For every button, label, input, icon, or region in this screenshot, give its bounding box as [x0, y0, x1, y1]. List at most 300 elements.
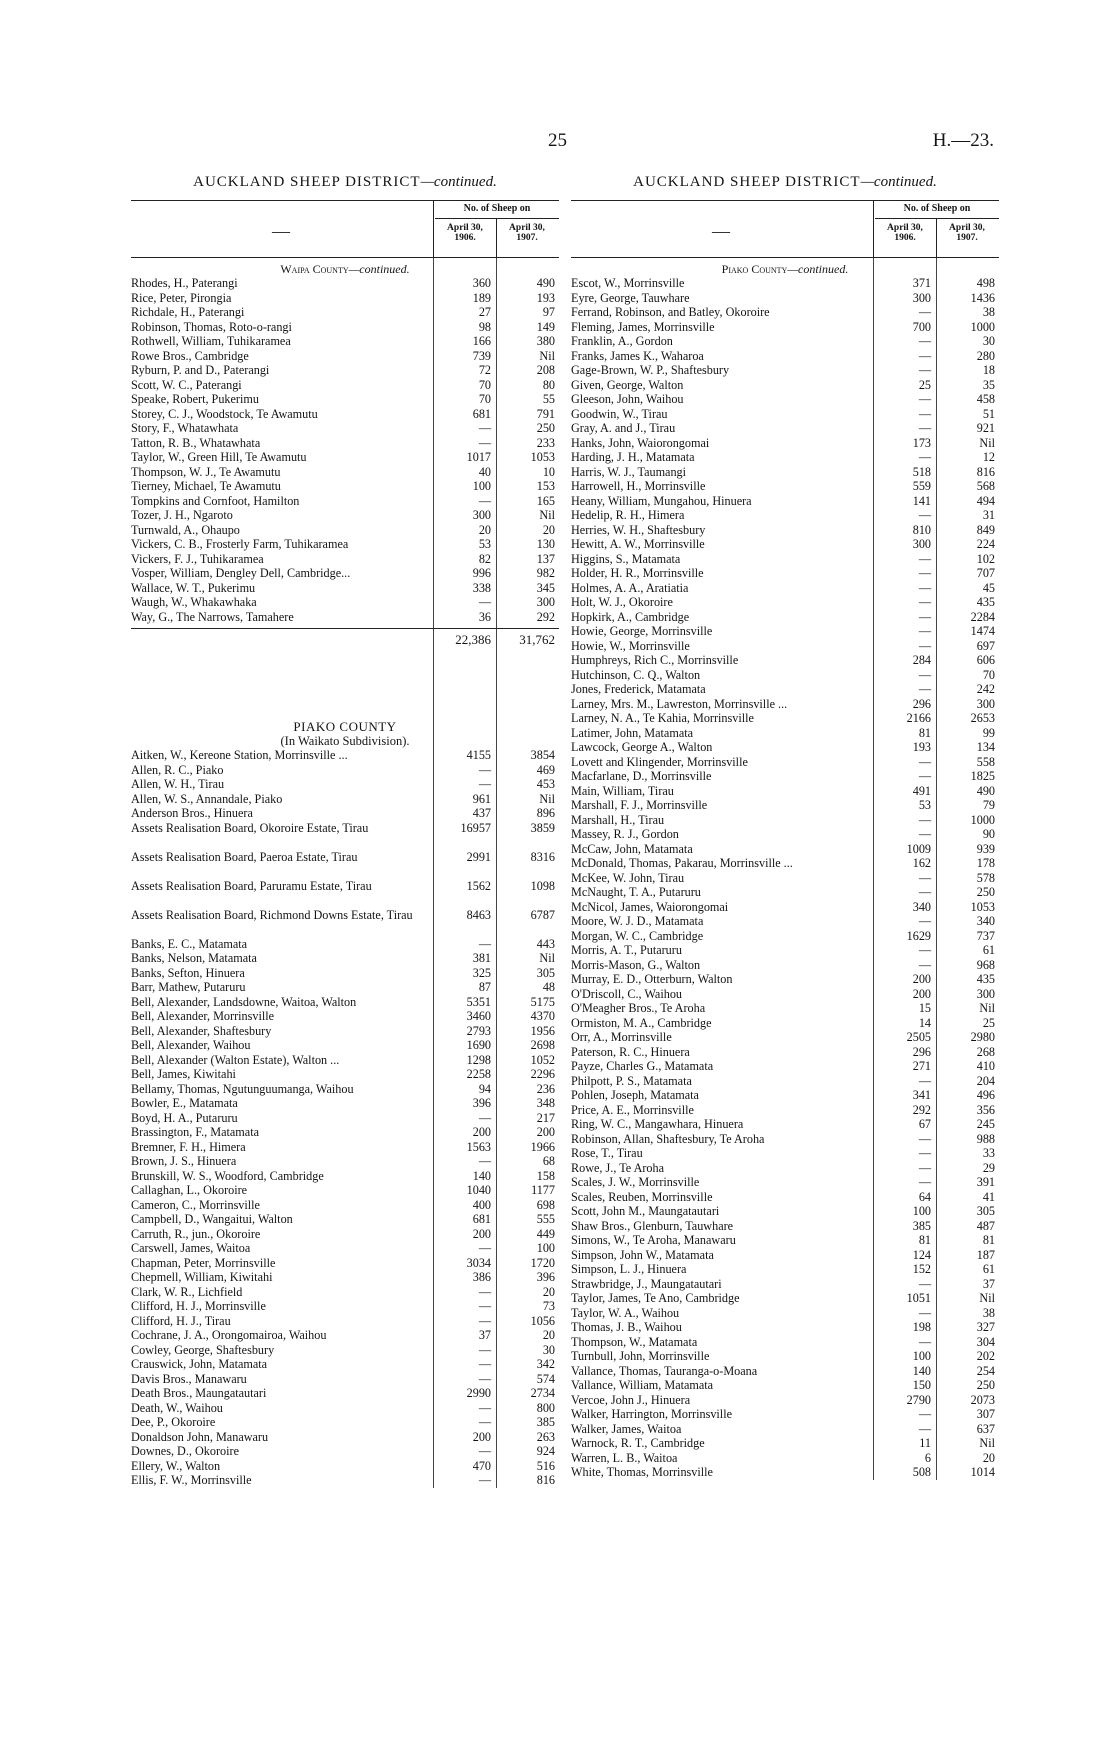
holder-name: Storey, C. J., Woodstock, Te Awamutu [131, 406, 318, 421]
holder-name: Howie, George, Morrinsville [571, 624, 713, 638]
sheep-1906: — [918, 754, 931, 769]
sheep-1906: 271 [912, 1059, 931, 1073]
sheep-1906: 381 [472, 951, 491, 965]
sheep-1906: — [918, 580, 931, 595]
sheep-1906: — [918, 363, 931, 377]
holder-name: Rhodes, H., Paterangi [131, 276, 238, 290]
header-divider [433, 201, 434, 257]
table-row [131, 1256, 559, 1271]
holder-name: Bell, James, Kiwitahi [131, 1067, 236, 1081]
holder-name: Donaldson John, Manawaru [131, 1429, 269, 1444]
sheep-1906: — [918, 682, 931, 696]
col-1906-header [875, 223, 935, 243]
holder-name: Escot, W., Morrinsville [571, 276, 685, 290]
table-row [571, 769, 999, 784]
sheep-1907: 178 [976, 856, 995, 870]
table-row [571, 682, 999, 697]
sheep-1907: 435 [976, 595, 995, 609]
sheep-1907: 70 [982, 667, 995, 682]
sheep-1906: 2258 [466, 1067, 491, 1081]
holder-name: Allen, W. H., Tirau [131, 777, 225, 791]
table-row [571, 320, 999, 335]
sheep-1906: — [918, 566, 931, 580]
sheep-1906: 82 [478, 551, 491, 566]
sheep-1907: 737 [976, 928, 995, 943]
sheep-1907: 2284 [970, 609, 995, 624]
sheep-1907: 816 [536, 1473, 555, 1487]
holder-name: Herries, W. H., Shaftesbury [571, 522, 706, 537]
sheep-1906: 70 [478, 377, 491, 392]
table-row [131, 1372, 559, 1387]
sheep-1907: 1474 [970, 624, 995, 638]
sheep-1907: 20 [542, 1328, 555, 1342]
holder-name: Massey, R. J., Gordon [571, 827, 679, 841]
sheep-1907: 578 [976, 870, 995, 885]
sheep-1906: — [918, 812, 931, 827]
table-row [131, 1328, 559, 1343]
holder-name: Tompkins and Cornfoot, Hamilton [131, 493, 300, 508]
holder-name: Taylor, James, Te Ano, Cambridge [571, 1291, 740, 1305]
holder-name: Assets Realisation Board, Paeroa Estate, Tirau [131, 849, 358, 864]
holder-name: Bremner, F. H., Himera [131, 1139, 246, 1154]
sheep-1906: 1629 [906, 928, 931, 943]
col-1906-year: 1906. [894, 233, 916, 243]
sheep-1906: 437 [472, 806, 491, 820]
sheep-1906: 81 [918, 1233, 931, 1247]
holder-name: Anderson Bros., Hinuera [131, 806, 253, 820]
sheep-1906: — [918, 1334, 931, 1349]
table-row [571, 1103, 999, 1118]
holder-name: Vercoe, John J., Hinuera [571, 1392, 691, 1407]
sheep-1907: 10 [542, 464, 555, 479]
holder-name: Scales, Reuben, Morrinsville [571, 1189, 713, 1204]
holder-name: Philpott, P. S., Matamata [571, 1073, 692, 1088]
header-rule [875, 218, 999, 219]
sheep-1906: 386 [472, 1270, 491, 1284]
sheep-1906: — [918, 667, 931, 682]
holder-name: Callaghan, L., Okoroire [131, 1183, 248, 1197]
sheep-1907: 29 [982, 1160, 995, 1175]
continued-label: —continued. [860, 174, 937, 190]
table-row [571, 494, 999, 509]
sheep-1907: 385 [536, 1415, 555, 1429]
holder-name: Goodwin, W., Tirau [571, 406, 668, 421]
sheep-1906: 360 [472, 276, 491, 290]
table-row [131, 566, 559, 581]
sheep-1906: — [918, 638, 931, 653]
holder-name: Barr, Mathew, Putaruru [131, 980, 246, 994]
total-1907: 31,762 [519, 632, 555, 647]
table-row [571, 392, 999, 407]
sheep-1906: 15 [918, 1001, 931, 1015]
sheep-1907: 443 [536, 936, 555, 951]
table-row [131, 1343, 559, 1358]
holder-name: Higgins, S., Matamata [571, 551, 681, 566]
sheep-1906: 1562 [466, 878, 491, 893]
holder-name: Allen, R. C., Piako [131, 762, 224, 777]
sheep-1907: 300 [536, 595, 555, 609]
sheep-1907: 982 [536, 566, 555, 580]
sheep-1907: 1720 [530, 1255, 555, 1270]
sheep-1907: 268 [976, 1044, 995, 1059]
sheep-1906: 100 [472, 479, 491, 493]
holder-name: Scott, W. C., Paterangi [131, 377, 242, 392]
table-row [571, 450, 999, 465]
holder-name: Boyd, H. A., Putaruru [131, 1110, 238, 1125]
table-row [571, 1175, 999, 1190]
sheep-1907: 20 [542, 522, 555, 537]
sheep-1907: 33 [982, 1146, 995, 1160]
sheep-1906: 200 [912, 972, 931, 986]
table-row [571, 958, 999, 973]
table-row [571, 856, 999, 871]
sheep-1906: 2790 [906, 1392, 931, 1407]
holder-name: Hopkirk, A., Cambridge [571, 609, 690, 624]
sheep-1907: 304 [976, 1334, 995, 1349]
table-row [571, 1161, 999, 1176]
sheep-1907: 99 [982, 725, 995, 740]
sheep-1907: 4370 [530, 1009, 555, 1023]
sheep-1906: 508 [912, 1465, 931, 1479]
sheep-1907: 490 [536, 276, 555, 290]
table-row [571, 1146, 999, 1161]
sheep-1907: 555 [536, 1212, 555, 1226]
sheep-1906: — [918, 551, 931, 566]
sheep-1907: 20 [982, 1450, 995, 1465]
page-header [0, 130, 1114, 160]
table-row [571, 436, 999, 451]
holder-name: Price, A. E., Morrinsville [571, 1102, 694, 1117]
sheep-1907: 1056 [530, 1313, 555, 1328]
table-row [571, 827, 999, 842]
sheep-1906: 681 [472, 406, 491, 421]
sheep-1906: — [478, 762, 491, 777]
holder-name: Vickers, C. B., Frosterly Farm, Tuhikaramea [131, 537, 349, 551]
sheep-1907: 2073 [970, 1392, 995, 1407]
sheep-1907: 2296 [530, 1067, 555, 1081]
sheep-1907: 606 [976, 653, 995, 667]
holder-name: Ryburn, P. and D., Paterangi [131, 363, 270, 377]
sheep-1906: 200 [472, 1226, 491, 1241]
sheep-1907: 81 [982, 1233, 995, 1247]
sheep-1906: 8463 [466, 907, 491, 922]
table-row [571, 1364, 999, 1379]
sheep-1907: 233 [536, 435, 555, 450]
table-row [571, 1132, 999, 1147]
table-row [131, 966, 559, 981]
header-divider [873, 201, 874, 257]
sheep-1907: 38 [982, 1305, 995, 1320]
sheep-1907: 849 [976, 522, 995, 537]
table-row [131, 1401, 559, 1416]
table-row [131, 450, 559, 465]
table-row [571, 943, 999, 958]
table-row [571, 1422, 999, 1437]
table-row [131, 1183, 559, 1198]
sheep-1907: 137 [536, 551, 555, 566]
holder-name: Cochrane, J. A., Orongomairoa, Waihou [131, 1328, 327, 1342]
sheep-1906: — [918, 609, 931, 624]
sheep-1906: 961 [472, 791, 491, 806]
sheep-1906: 200 [472, 1429, 491, 1444]
holder-name: Harris, W. J., Taumangi [571, 464, 687, 479]
table-body [131, 258, 559, 1488]
holder-name: Death Bros., Maungatautari [131, 1386, 267, 1400]
page-number: 25 [548, 130, 567, 151]
table-row [571, 1393, 999, 1408]
holder-name: Chapman, Peter, Morrinsville [131, 1255, 276, 1270]
sheep-1906: 300 [912, 290, 931, 305]
sheep-1906: 27 [478, 305, 491, 319]
table-row [131, 1299, 559, 1314]
section-heading: PIAKO COUNTY [293, 719, 397, 734]
section-subheading: (In Waikato Subdivision). [280, 734, 410, 748]
table-row [571, 1349, 999, 1364]
table-row [571, 871, 999, 886]
holder-name: Richdale, H., Paterangi [131, 305, 245, 319]
table-row [571, 1088, 999, 1103]
holder-name: Downes, D., Okoroire [131, 1444, 239, 1458]
table-row [131, 494, 559, 509]
sheep-1906: — [478, 1154, 491, 1168]
sheep-1906: 325 [472, 965, 491, 980]
sheep-1907: 245 [976, 1117, 995, 1131]
holder-name: Hewitt, A. W., Morrinsville [571, 537, 705, 551]
table-row [571, 668, 999, 683]
sheep-1906: 70 [478, 392, 491, 406]
sheep-1906: 193 [912, 740, 931, 754]
table-row [131, 552, 559, 567]
sheep-1907: 1052 [530, 1052, 555, 1067]
holder-name: Rose, T., Tirau [571, 1146, 643, 1160]
sheep-1906: 296 [912, 1044, 931, 1059]
holder-name: White, Thomas, Morrinsville [571, 1465, 713, 1479]
holder-name: Heany, William, Mungahou, Hinuera [571, 493, 752, 508]
holder-name: Orr, A., Morrinsville [571, 1030, 672, 1044]
table-row [131, 995, 559, 1010]
table-row [131, 1154, 559, 1169]
sheep-1907: 35 [982, 377, 995, 392]
holder-name: Strawbridge, J., Maungatautari [571, 1276, 722, 1291]
sheep-1907: 224 [976, 537, 995, 551]
table-row [571, 508, 999, 523]
sheep-1907: 496 [976, 1088, 995, 1102]
holder-name: McDonald, Thomas, Pakarau, Morrinsville ... [571, 856, 793, 870]
holder-name: Ring, W. C., Mangawhara, Hinuera [571, 1117, 744, 1131]
table-row [131, 508, 559, 523]
table-row [571, 1436, 999, 1451]
sheep-1906: — [478, 1284, 491, 1299]
sheep-1906: — [918, 769, 931, 783]
table-row [131, 806, 559, 821]
table-row [571, 479, 999, 494]
holder-name: Jones, Frederick, Matamata [571, 682, 706, 696]
table-row [571, 1335, 999, 1350]
table-row [571, 1117, 999, 1132]
sheep-1907: 396 [536, 1270, 555, 1284]
header-rule [435, 218, 559, 219]
sheep-1906: 152 [912, 1262, 931, 1276]
sheep-1906: — [478, 1400, 491, 1415]
table-row [131, 821, 559, 850]
sheep-1906: 4155 [466, 748, 491, 762]
name-column-dash: — [272, 221, 290, 241]
holder-name: Clifford, H. J., Morrinsville [131, 1299, 266, 1313]
table-row [571, 1262, 999, 1277]
holder-name: Morris-Mason, G., Walton [571, 957, 701, 972]
holder-name: Davis Bros., Manawaru [131, 1371, 247, 1386]
table-row [131, 1357, 559, 1372]
sheep-1907: 30 [982, 334, 995, 348]
sheep-1906: — [478, 435, 491, 450]
sheep-1907: 3854 [530, 748, 555, 762]
sheep-1906: — [478, 1357, 491, 1371]
table-row [571, 305, 999, 320]
holder-name: Murray, E. D., Otterburn, Walton [571, 972, 733, 986]
sheep-1907: 130 [536, 537, 555, 551]
sheep-1907: 2734 [530, 1386, 555, 1400]
table-row [131, 908, 559, 937]
sheep-1907: 193 [536, 290, 555, 305]
sheep-1907: 2980 [970, 1030, 995, 1044]
col-1906-date: April 30, [887, 223, 923, 233]
table-row [571, 885, 999, 900]
holder-name: Latimer, John, Matamata [571, 725, 694, 740]
table-row [131, 1009, 559, 1024]
table-row [571, 1320, 999, 1335]
sheep-1907: 300 [976, 696, 995, 711]
table-row [571, 929, 999, 944]
sheep-1907: 568 [976, 479, 995, 493]
sheep-1906: — [478, 493, 491, 508]
sheep-1907: 305 [976, 1204, 995, 1218]
sheep-1906: 1563 [466, 1139, 491, 1154]
holder-name: Chepmell, William, Kiwitahi [131, 1270, 273, 1284]
sheep-1906: 98 [478, 319, 491, 334]
sheep-1907: Nil [979, 1436, 995, 1450]
sheep-1907: 30 [542, 1342, 555, 1357]
table-row [131, 363, 559, 378]
sheep-1907: 574 [536, 1371, 555, 1386]
sheep-1907: Nil [539, 508, 555, 522]
sheep-1907: 1825 [970, 769, 995, 783]
sheep-1907: Nil [979, 1291, 995, 1305]
sheep-1906: — [478, 1415, 491, 1429]
holder-name: Wallace, W. T., Pukerimu [131, 580, 256, 595]
sheep-1906: 296 [912, 696, 931, 711]
sheep-1907: 458 [976, 392, 995, 406]
holder-name: O'Meagher Bros., Te Aroha [571, 1001, 706, 1015]
sheep-1906: 189 [472, 290, 491, 305]
sheep-1906: 1298 [466, 1052, 491, 1067]
sheep-1906: 140 [472, 1168, 491, 1183]
holder-name: McNaught, T. A., Putaruru [571, 885, 701, 899]
table-row [571, 407, 999, 422]
col-1906-year: 1906. [454, 233, 476, 243]
sheep-1906: — [478, 1313, 491, 1328]
sheep-1907: Nil [539, 348, 555, 363]
sheep-1906: — [478, 1110, 491, 1125]
holder-name: Vallance, William, Matamata [571, 1378, 714, 1392]
sheep-1906: 87 [478, 980, 491, 994]
sheep-1907: 1000 [970, 812, 995, 827]
holder-name: Bellamy, Thomas, Ngutunguumanga, Waihou [131, 1081, 354, 1096]
sheep-1907: 1956 [530, 1023, 555, 1038]
table-row [571, 711, 999, 726]
holder-name: Turnwald, A., Ohaupo [131, 522, 240, 537]
section-gap [131, 651, 559, 719]
district-title: AUCKLAND SHEEP DISTRICT [193, 174, 421, 190]
table-row [571, 972, 999, 987]
sheep-1906: 300 [472, 508, 491, 522]
holder-name: Clifford, H. J., Tirau [131, 1313, 231, 1328]
sheep-1907: 698 [536, 1197, 555, 1212]
sheep-1906: 53 [478, 537, 491, 551]
table-row [571, 784, 999, 799]
column-title [571, 174, 999, 200]
sheep-1907: 300 [976, 986, 995, 1001]
sheep-1906: — [478, 1299, 491, 1313]
sheep-1907: 165 [536, 493, 555, 508]
table-row [131, 763, 559, 778]
table-row [131, 1198, 559, 1213]
sheep-1907: 345 [536, 580, 555, 595]
sheep-1907: 25 [982, 1015, 995, 1030]
sheep-1906: 1009 [906, 841, 931, 856]
holder-name: Pohlen, Joseph, Matamata [571, 1088, 699, 1102]
sheep-1907: 791 [536, 406, 555, 421]
table-row [571, 1059, 999, 1074]
holder-name: Harrowell, H., Morrinsville [571, 479, 706, 493]
sheep-1907: 348 [536, 1096, 555, 1110]
holder-name: Assets Realisation Board, Richmond Downs Estate, Tirau [131, 907, 413, 922]
sheep-1906: 16957 [460, 820, 491, 835]
sheep-1906: 67 [918, 1117, 931, 1131]
table-row [131, 523, 559, 538]
sheep-1906: 284 [912, 653, 931, 667]
table-row [131, 777, 559, 792]
sheep-1906: 341 [912, 1088, 931, 1102]
table-row [131, 1169, 559, 1184]
sheep-1907: 342 [536, 1357, 555, 1371]
table-row [571, 363, 999, 378]
sheep-1907: 18 [982, 363, 995, 377]
continued-label: —continued. [787, 262, 849, 276]
sheep-1906: 37 [478, 1328, 491, 1342]
table-row [131, 1038, 559, 1053]
sheep-1906: 400 [472, 1197, 491, 1212]
sheep-1907: 327 [976, 1320, 995, 1334]
column-title [131, 174, 559, 200]
section-heading [131, 258, 559, 276]
holder-name: Thompson, W. J., Te Awamutu [131, 464, 281, 479]
table-row [571, 1030, 999, 1045]
sheep-1907: 280 [976, 348, 995, 363]
table-row [131, 581, 559, 596]
holder-name: Brown, J. S., Hinuera [131, 1154, 237, 1168]
col-1907-header [937, 223, 997, 243]
table-row [571, 421, 999, 436]
holder-name: Larney, Mrs. M., Lawreston, Morrinsville ... [571, 696, 788, 711]
holder-name: Howie, W., Morrinsville [571, 638, 690, 653]
sheep-1906: — [918, 1146, 931, 1160]
sheep-1906: 100 [912, 1204, 931, 1218]
holder-name: Macfarlane, D., Morrinsville [571, 769, 712, 783]
table-row [131, 879, 559, 908]
holder-name: Lawcock, George A., Walton [571, 740, 713, 754]
holder-name: Franklin, A., Gordon [571, 334, 673, 348]
holder-name: Thompson, W., Matamata [571, 1334, 698, 1349]
